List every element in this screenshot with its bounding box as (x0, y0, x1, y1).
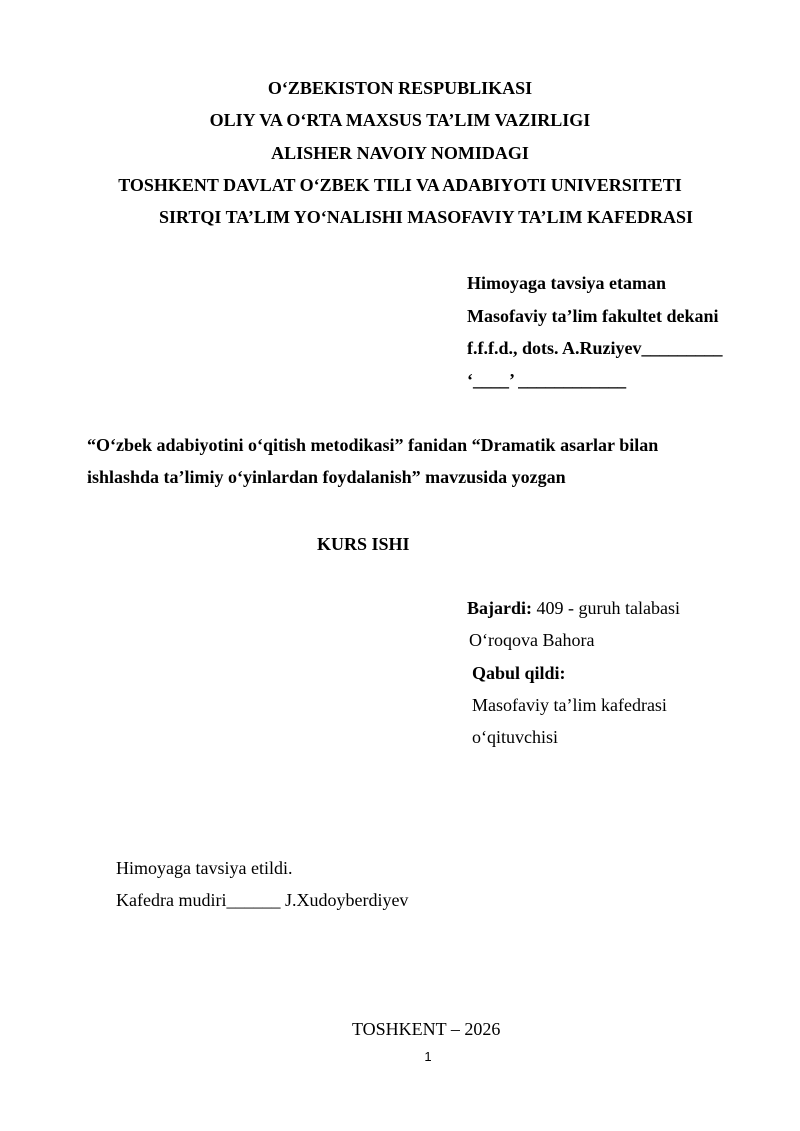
performer-label: Bajardi: (467, 598, 532, 618)
performer-name: O‘roqova Bahora (469, 630, 595, 650)
footer-recommended: Himoyaga tavsiya etildi. (116, 858, 293, 878)
accepted-position: o‘qituvchisi (472, 727, 558, 747)
header-line-ministry: OLIY VA O‘RTA MAXSUS TA’LIM VAZIRLIGI (209, 110, 591, 130)
accepted-label: Qabul qildi: (472, 663, 566, 683)
approval-line-recommend: Himoyaga tavsiya etaman (467, 273, 666, 293)
work-type-title: KURS ISHI (317, 534, 410, 554)
page-number: 1 (424, 1049, 432, 1064)
approval-line-date: ‘____’ ____________ (467, 370, 627, 390)
header-line-republic: O‘ZBEKISTON RESPUBLIKASI (267, 78, 533, 98)
accepted-department: Masofaviy ta’lim kafedrasi (472, 695, 667, 715)
city-year: TOSHKENT – 2026 (352, 1019, 501, 1039)
topic-line-1: “O‘zbek adabiyotini o‘qitish metodikasi” fanidan “Dramatik asarlar bilan (87, 435, 659, 455)
approval-line-dean: Masofaviy ta’lim fakultet dekani (467, 306, 719, 326)
approval-line-signature: f.f.f.d., dots. A.Ruziyev_________ (467, 338, 723, 358)
footer-head-signature: Kafedra mudiri______ J.Xudoyberdiyev (116, 890, 409, 910)
performer-line (467, 597, 680, 619)
header-line-department: SIRTQI TA’LIM YO‘NALISHI MASOFAVIY TA’LIM KAFEDRASI (159, 207, 693, 227)
topic-line-2: ishlashda ta’limiy o‘yinlardan foydalanish” mavzusida yozgan (87, 467, 566, 487)
header-line-named-after: ALISHER NAVOIY NOMIDAGI (271, 143, 529, 163)
performer-group: 409 - guruh talabasi (532, 598, 680, 618)
header-line-university: TOSHKENT DAVLAT O‘ZBEK TILI VA ADABIYOTI UNIVERSITETI (118, 175, 682, 195)
